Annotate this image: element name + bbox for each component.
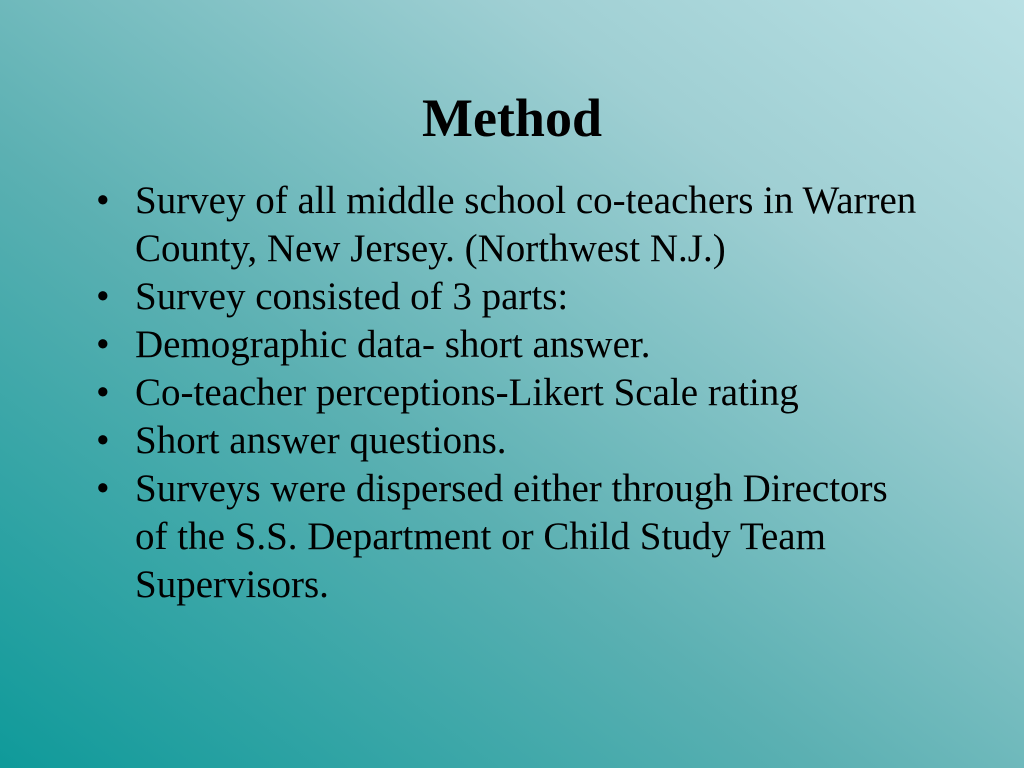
bullet-item	[96, 369, 926, 417]
bullet-dot-icon: •	[96, 371, 110, 414]
bullet-text: Short answer questions.	[135, 419, 507, 462]
bullet-item	[96, 177, 926, 273]
bullet-dot-icon: •	[96, 467, 110, 510]
bullet-item	[96, 273, 926, 321]
bullet-list	[96, 177, 926, 609]
bullet-text: Co-teacher perceptions-Likert Scale rating	[135, 371, 799, 414]
bullet-dot-icon: •	[96, 419, 110, 462]
bullet-text: Survey of all middle school co-teachers in Warren County, New Jersey. (Northwest N.J.)	[135, 179, 917, 270]
bullet-text: Surveys were dispersed either through Directors of the S.S. Department or Child Study Team Supervisors.	[135, 467, 888, 606]
bullet-item	[96, 465, 926, 609]
bullet-dot-icon: •	[96, 323, 110, 366]
bullet-text: Demographic data- short answer.	[135, 323, 651, 366]
bullet-item	[96, 321, 926, 369]
bullet-text: Survey consisted of 3 parts:	[135, 275, 569, 318]
slide-title: Method	[422, 88, 602, 148]
bullet-item	[96, 417, 926, 465]
bullet-dot-icon: •	[96, 179, 110, 222]
bullet-dot-icon: •	[96, 275, 110, 318]
